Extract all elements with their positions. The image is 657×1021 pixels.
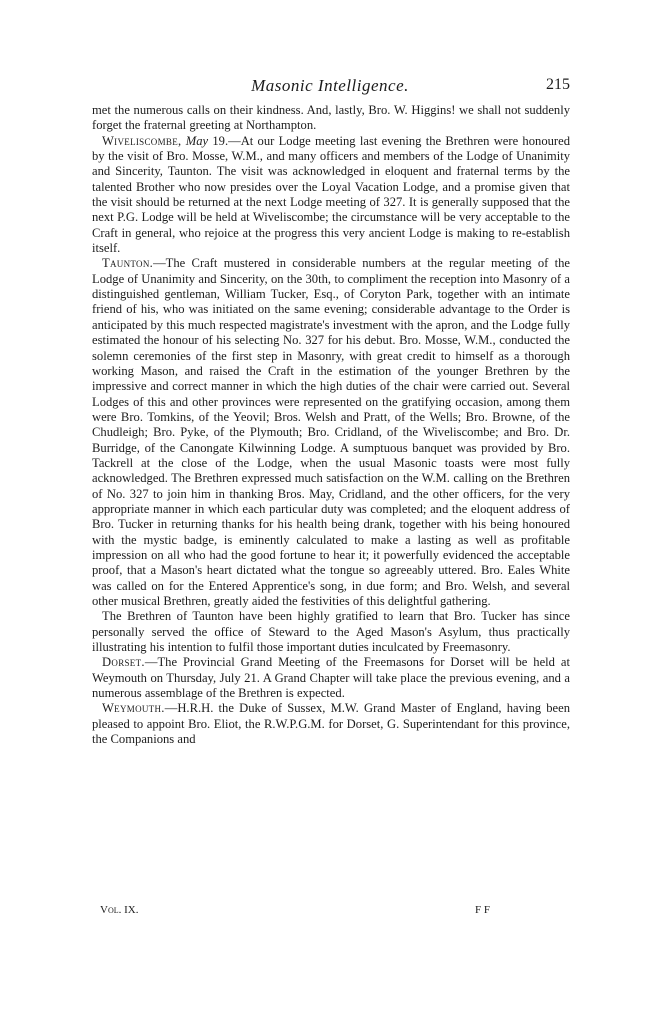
paragraph-text: met the numerous calls on their kindness. And, lastly, Bro. W. Higgins! we shall not suddenly forget the fraternal greeting at Northampton. [92,103,570,133]
paragraph-weymouth [92,701,570,747]
article-body [92,103,570,747]
date-label: May [185,133,209,148]
paragraph-text: The Brethren of Taunton have been highly gratified to learn that Bro. Tucker has since personally served the office of Steward to the Aged Mason's Asylum, thus practically illustrating his intention to fulfil those important duties inculcated by Freemasonry. [92,609,570,655]
running-title: Masonic Intelligence. [251,76,409,95]
paragraph-wiveliscombe [92,134,570,257]
running-header [88,76,572,100]
paragraph-continuation [92,103,570,134]
volume-label: Vol. IX. [100,904,139,916]
paragraph-dorset [92,655,570,701]
paragraph-text: 19.—At our Lodge meeting last evening the Brethren were honoured by the visit of Bro. Mosse, W.M., and many officers and members of the Lodge of Unanimity and Sincerity, Taunton. The visit was acknowledged in eloquent and fraternal terms by the talented Brother who now presides over the Loyal Vacation Lodge, and a promise given that the visit should be returned at the next Lodge meeting of 327. It is generally supposed that the next P.G. Lodge will be held at Wiveliscombe; the circumstance will be very acceptable to the Craft in general, who rejoice at the progress this very ancient Lodge is making to re-establish itself. [92,133,570,256]
page-footer [92,904,570,920]
paragraph-taunton-followup [92,609,570,655]
paragraph-taunton [92,256,570,609]
page-number: 215 [546,76,570,93]
paragraph-text: —The Provincial Grand Meeting of the Freemasons for Dorset will be held at Weymouth on Thursday, July 21. A Grand Chapter will take place the previous evening, and a numerous assemblage of the Brethren is expected. [92,655,570,701]
place-heading: Dorset. [102,655,145,670]
paragraph-text: —The Craft mustered in considerable numbers at the regular meeting of the Lodge of Unanimity and Sincerity, on the 30th, to compliment the reception into Masonry of a distinguished gentleman, William Tucker, Esq., of Coryton Park, together with an intimate friend of his, who was initiated on the same evening; considerable advantage to the Order is anticipated by this much respected magistrate's investment with the apron, and the Lodge fully estimated the honour of his selecting No. 327 for his debut. Bro. Mosse, W.M., conducted the solemn ceremonies of the first step in Masonry, with great credit to himself as a thorough working Mason, and raised the Craft in the estimation of the younger Brethren by the impressive and correct manner in which the high duties of the chair were carried out. Several Lodges of this and other provinces were represented on the gratifying occasion, among them were Bro. Tomkins, of the Yeovil; Bros. Welsh and Pratt, of the Wells; Bro. Browne, of the Chudleigh; Bro. Pyke, of the Plymouth; Bro. Cridland, of the Wiveliscombe; and Bro. Dr. Burridge, of the Canongate Kilwinning Lodge. A sumptuous banquet was provided by Bro. Tackrell at the close of the Lodge, when the usual Masonic toasts were most fully acknowledged. The Brethren expressed much satisfaction on the W.M. calling on the Brethren of No. 327 to join him in thanking Bros. May, Cridland, and the other officers, for the very appropriate manner in which each particular duty was completed; and the eloquent address of Bro. Tucker in returning thanks for his health being drank, together with his being honoured with the mystic badge, is eminently calculated to make a lasting as well as profitable impression on all who had the good fortune to hear it; it powerfully evidenced the acceptable proof, that a Mason's heart dictated what the tongue so agreeably uttered. Bro. Eales White was called on for the Entered Apprentice's song, in due form; and Bro. Welsh, and several other musical Brethren, greatly aided the festivities of this delightful gathering. [92,256,570,608]
paragraph-text: —H.R.H. the Duke of Sussex, M.W. Grand Master of England, having been pleased to appoint Bro. Eliot, the R.W.P.G.M. for Dorset, G. Superintendant for this province, the Companions and [92,701,570,747]
signature-mark: F F [475,904,490,916]
place-heading: Taunton. [102,256,154,271]
place-heading: Weymouth. [102,701,165,716]
place-heading: Wiveliscombe, [102,133,182,148]
